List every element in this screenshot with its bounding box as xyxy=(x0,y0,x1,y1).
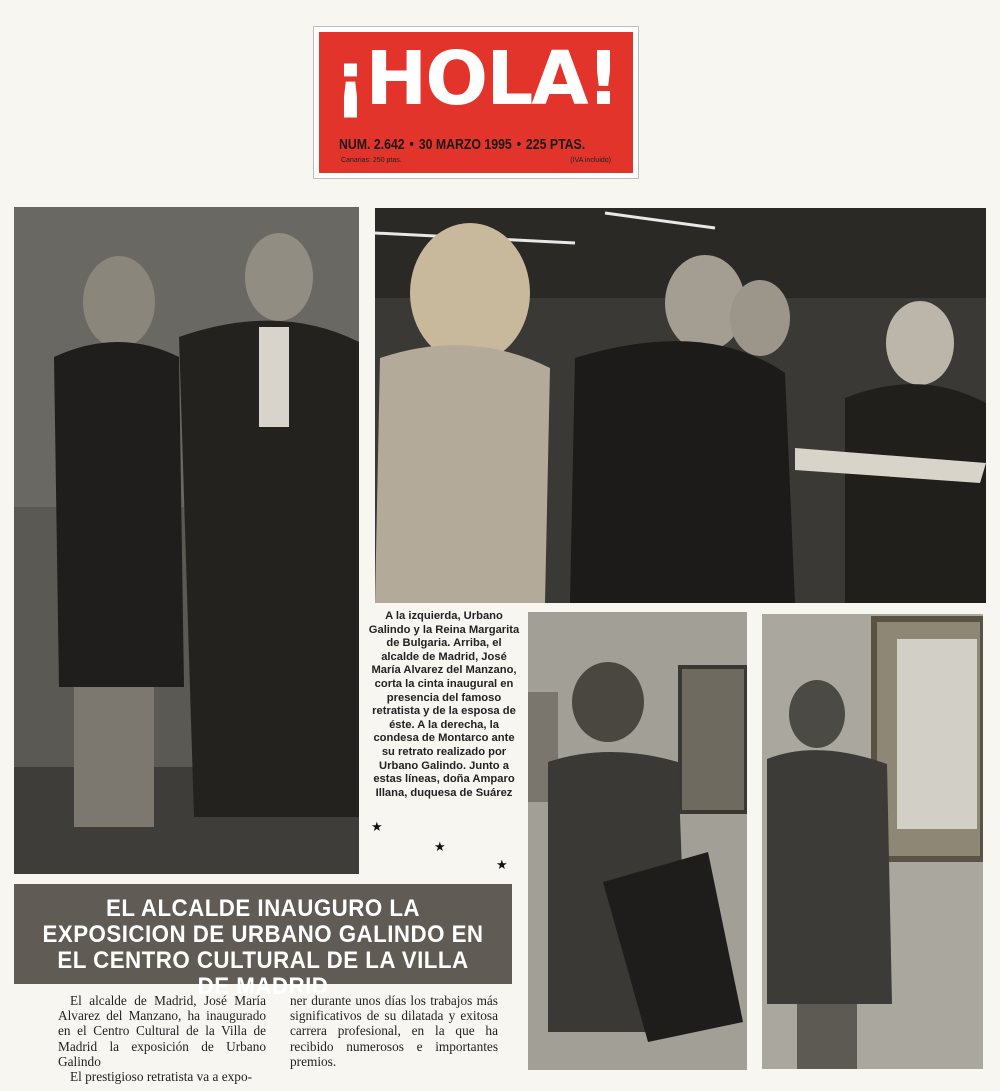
article-paragraph: ner durante unos días los trabajos más significativos de su dilatada y exitosa carrera profesional, en la que ha recibido numerosos e importantes premios. xyxy=(290,993,498,1069)
tax-note: (IVA incluido) xyxy=(570,157,611,164)
issue-price: 225 PTAS. xyxy=(525,136,586,153)
article-column-1 xyxy=(58,993,266,1084)
article-headline: EL ALCALDE INAUGURO LA EXPOSICION DE URBANO GALINDO EN EL CENTRO CULTURAL DE LA VILLA DE MADRID xyxy=(42,895,484,1000)
issue-separator: • xyxy=(516,136,522,153)
issue-number: NUM. 2.642 xyxy=(339,136,405,153)
issue-line xyxy=(339,136,590,153)
star-ornament: ★ xyxy=(371,820,383,835)
photo-ribbon-cutting xyxy=(375,208,986,603)
photo-duchess-of-suarez xyxy=(762,614,983,1069)
headline-banner xyxy=(14,884,512,1000)
magazine-logo: ¡HOLA! xyxy=(333,36,619,122)
article-column-2 xyxy=(290,993,498,1069)
issue-separator: • xyxy=(409,136,414,153)
photo-countess-of-montarco xyxy=(528,612,747,1070)
masthead-red-panel xyxy=(319,32,633,173)
issue-date: 30 MARZO 1995 xyxy=(418,136,512,153)
article-paragraph: El prestigioso retratista va a expo- xyxy=(70,1069,253,1085)
star-ornament: ★ xyxy=(496,858,508,873)
star-ornament: ★ xyxy=(434,840,446,855)
article-paragraph: El alcalde de Madrid, José María Alvarez del Manzano, ha inaugurado en el Centro Cultural de la Villa de Madrid la exposición de Urbano Galindo xyxy=(58,993,266,1069)
photo-galindo-and-queen xyxy=(14,207,359,874)
magazine-masthead xyxy=(313,26,639,179)
canarias-price: Canarias: 250 ptas. xyxy=(341,157,402,164)
photo-caption: A la izquierda, Urbano Galindo y la Reina Margarita de Bulgaria. Arriba, el alcalde de Madrid, José María Alvarez del Manzano, corta la cinta inaugural en presencia del famoso retratista y de la esposa de éste. A la derecha, la condesa de Montarco ante su retrato realizado por Urbano Galindo. Junto a estas líneas, doña Amparo Illana, duquesa de Suárez xyxy=(368,610,520,799)
